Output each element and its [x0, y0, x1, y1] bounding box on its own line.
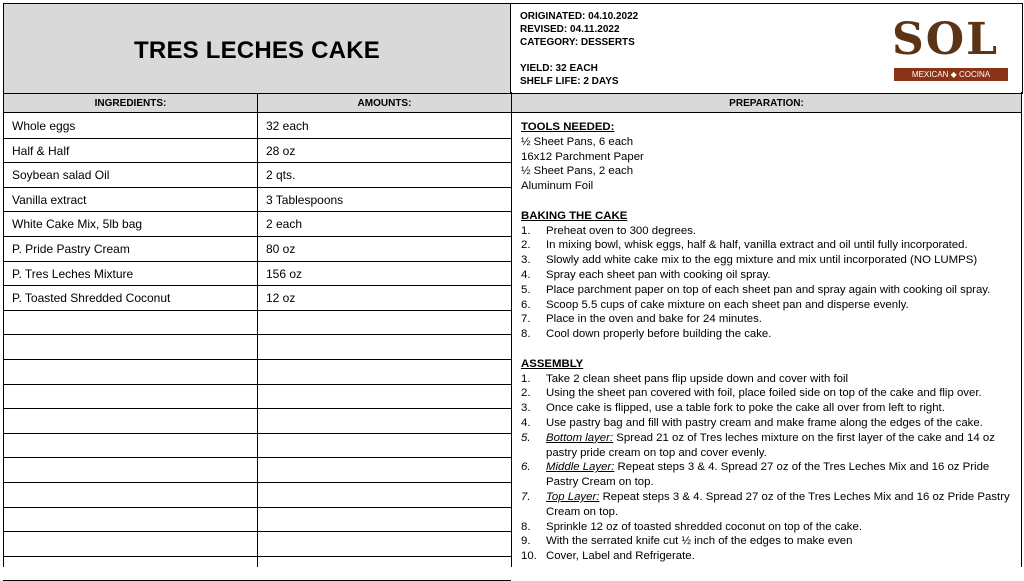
step-text: Place parchment paper on top of each sheet pan and spray again with cooking oil spray.: [546, 283, 991, 296]
ingredient-name: Soybean salad Oil: [12, 168, 110, 183]
baking-steps: [521, 224, 1016, 342]
ingredient-amount: [266, 409, 506, 433]
tool-item: ½ Sheet Pans, 6 each: [521, 135, 634, 148]
ingredient-amount: 28 oz: [266, 143, 296, 158]
step-number: 7.: [521, 490, 531, 503]
ingredient-amount: 156 oz: [266, 266, 303, 281]
step-number: 2.: [521, 387, 531, 400]
ingredient-name: P. Toasted Shredded Coconut: [12, 291, 171, 306]
ingredient-name: [12, 483, 252, 507]
step-text: Spray each sheet pan with cooking oil spray.: [546, 268, 771, 281]
ingredient-name: Vanilla extract: [12, 192, 87, 207]
ingredient-amount: [266, 360, 506, 384]
step-text: Place in the oven and bake for 24 minutes.: [546, 313, 762, 326]
step-number: 9.: [521, 535, 531, 548]
step-text: Spread 21 oz of Tres leches mixture on the first layer of the cake and 14 oz pastry pride cream on top and cover evenly.: [546, 431, 995, 459]
ingredient-amount: [266, 458, 506, 482]
grid-line: [1021, 92, 1022, 567]
step-number: 5.: [521, 283, 531, 296]
table-row: [3, 557, 511, 581]
step-number: 1.: [521, 372, 531, 385]
baking-title: BAKING THE CAKE: [521, 209, 628, 222]
logo-word: SOL: [892, 14, 1000, 65]
step-text: Sprinkle 12 oz of toasted shredded coconut on top of the cake.: [546, 520, 862, 533]
table-row: [3, 532, 511, 557]
table-row: [3, 483, 511, 508]
step-number: 7.: [521, 313, 531, 326]
step-text: Once cake is flipped, use a table fork to poke the cake all over from left to right.: [546, 402, 945, 415]
title-cell: [3, 3, 511, 94]
table-row: [3, 114, 511, 139]
step-text: Cover, Label and Refrigerate.: [546, 550, 695, 563]
table-row: [3, 360, 511, 385]
ingredient-name: [12, 434, 252, 458]
step-item: [521, 253, 1016, 268]
step-number: 4.: [521, 268, 531, 281]
ingredient-name: [12, 335, 252, 359]
preparation-header: PREPARATION:: [511, 93, 1022, 113]
sol-logo: [892, 14, 1010, 84]
revised-date: REVISED: 04.11.2022: [520, 24, 620, 35]
table-row: [3, 262, 511, 287]
step-number: 8.: [521, 520, 531, 533]
step-item: [521, 431, 1016, 461]
tool-item: 16x12 Parchment Paper: [521, 150, 644, 163]
table-row: [3, 188, 511, 213]
ingredient-amount: [266, 385, 506, 409]
step-number: 5.: [521, 431, 531, 444]
tools-title: TOOLS NEEDED:: [521, 121, 615, 133]
ingredient-name: [12, 385, 252, 409]
table-row: [3, 163, 511, 188]
step-item: [521, 238, 1016, 253]
table-row: [3, 212, 511, 237]
step-text: Scoop 5.5 cups of cake mixture on each sheet pan and disperse evenly.: [546, 298, 909, 311]
ingredient-name: [12, 557, 252, 581]
step-number: 6.: [521, 461, 531, 474]
ingredient-name: Half & Half: [12, 143, 70, 158]
step-number: 2.: [521, 239, 531, 252]
step-text: Repeat steps 3 & 4. Spread 27 oz of the Tres Leches Mix and 16 oz Pride Pastry Cream on top.: [546, 461, 990, 489]
originated-date: ORIGINATED: 04.10.2022: [520, 11, 639, 22]
step-item: [521, 416, 1016, 431]
ingredient-name: White Cake Mix, 5lb bag: [12, 217, 143, 232]
amounts-header: AMOUNTS:: [257, 93, 512, 113]
step-number: 6.: [521, 298, 531, 311]
ingredient-amount: 2 qts.: [266, 168, 296, 183]
step-text: Use pastry bag and fill with pastry cream and make frame along the edges of the cake.: [546, 416, 983, 429]
tool-item: Aluminum Foil: [521, 180, 594, 193]
step-item: [521, 534, 1016, 549]
table-row: [3, 458, 511, 483]
ingredient-amount: [266, 532, 506, 556]
category: CATEGORY: DESSERTS: [520, 37, 635, 48]
ingredient-amount: 3 Tablespoons: [266, 192, 344, 207]
step-item: [521, 327, 1016, 342]
table-row: [3, 385, 511, 410]
layer-label: Middle Layer:: [546, 461, 615, 474]
ingredients-header: INGREDIENTS:: [3, 93, 258, 113]
layer-label: Bottom layer:: [546, 431, 614, 444]
step-number: 4.: [521, 416, 531, 429]
step-text: Using the sheet pan covered with foil, place foiled side on top of the cake and flip over.: [546, 387, 982, 400]
step-item: [521, 268, 1016, 283]
ingredient-amount: 80 oz: [266, 241, 296, 256]
ingredient-name: P. Tres Leches Mixture: [12, 266, 134, 281]
step-item: [521, 372, 1016, 387]
ingredient-amount: 32 each: [266, 119, 309, 133]
ingredient-amount: [266, 434, 506, 458]
table-row: [3, 139, 511, 164]
step-number: 3.: [521, 254, 531, 267]
step-item: [521, 298, 1016, 313]
step-number: 1.: [521, 224, 531, 237]
step-text: Slowly add white cake mix to the egg mixture and mix until incorporated (NO LUMPS): [546, 254, 978, 267]
ingredient-amount: [266, 311, 506, 335]
ingredient-amount: [266, 508, 506, 532]
table-row: [3, 286, 511, 311]
step-number: 3.: [521, 402, 531, 415]
step-item: [521, 401, 1016, 416]
step-item: [521, 520, 1016, 535]
step-text: Cool down properly before building the cake.: [546, 328, 772, 341]
ingredient-name: Whole eggs: [12, 119, 76, 133]
ingredient-name: [12, 360, 252, 384]
step-item: [521, 460, 1016, 490]
step-text: With the serrated knife cut ½ inch of the edges to make even: [546, 535, 853, 548]
step-text: In mixing bowl, whisk eggs, half & half, vanilla extract and oil until fully incorporated.: [546, 239, 968, 252]
yield: YIELD: 32 EACH: [520, 63, 598, 74]
assembly-title: ASSEMBLY: [521, 357, 584, 370]
ingredient-amount: [266, 483, 506, 507]
tool-item: ½ Sheet Pans, 2 each: [521, 165, 634, 178]
meta-info: [520, 10, 638, 88]
step-item: [521, 386, 1016, 401]
ingredient-name: [12, 409, 252, 433]
preparation-text: [521, 120, 1016, 564]
ingredient-amount: 12 oz: [266, 291, 296, 306]
table-row: [3, 508, 511, 533]
grid-line: [511, 92, 512, 567]
logo-tagline: MEXICAN ◆ COCINA: [894, 68, 1008, 81]
shelf-life: SHELF LIFE: 2 DAYS: [520, 76, 619, 87]
step-item: [521, 490, 1016, 520]
step-item: [521, 312, 1016, 327]
step-item: [521, 283, 1016, 298]
step-item: [521, 224, 1016, 239]
step-item: [521, 549, 1016, 564]
ingredient-name: [12, 311, 252, 335]
step-number: 10.: [521, 550, 537, 563]
ingredient-amount: 2 each: [266, 217, 303, 232]
ingredients-table: [3, 114, 511, 581]
ingredient-name: [12, 532, 252, 556]
ingredient-amount: [266, 335, 506, 359]
step-text: Preheat oven to 300 degrees.: [546, 224, 697, 237]
ingredient-name: [12, 508, 252, 532]
table-row: [3, 434, 511, 459]
tools-list: [521, 135, 1016, 194]
assembly-steps: [521, 372, 1016, 564]
step-text: Take 2 clean sheet pans flip upside down and cover with foil: [546, 372, 849, 385]
ingredient-name: [12, 458, 252, 482]
recipe-title: TRES LECHES CAKE: [134, 37, 380, 64]
step-number: 8.: [521, 328, 531, 341]
ingredient-amount: [266, 557, 506, 581]
table-row: [3, 335, 511, 360]
ingredient-name: P. Pride Pastry Cream: [12, 241, 130, 256]
table-row: [3, 237, 511, 262]
layer-label: Top Layer:: [546, 490, 600, 503]
step-text: Repeat steps 3 & 4. Spread 27 oz of the Tres Leches Mix and 16 oz Pride Pastry Cream on top.: [546, 490, 1010, 518]
table-row: [3, 311, 511, 336]
table-row: [3, 409, 511, 434]
